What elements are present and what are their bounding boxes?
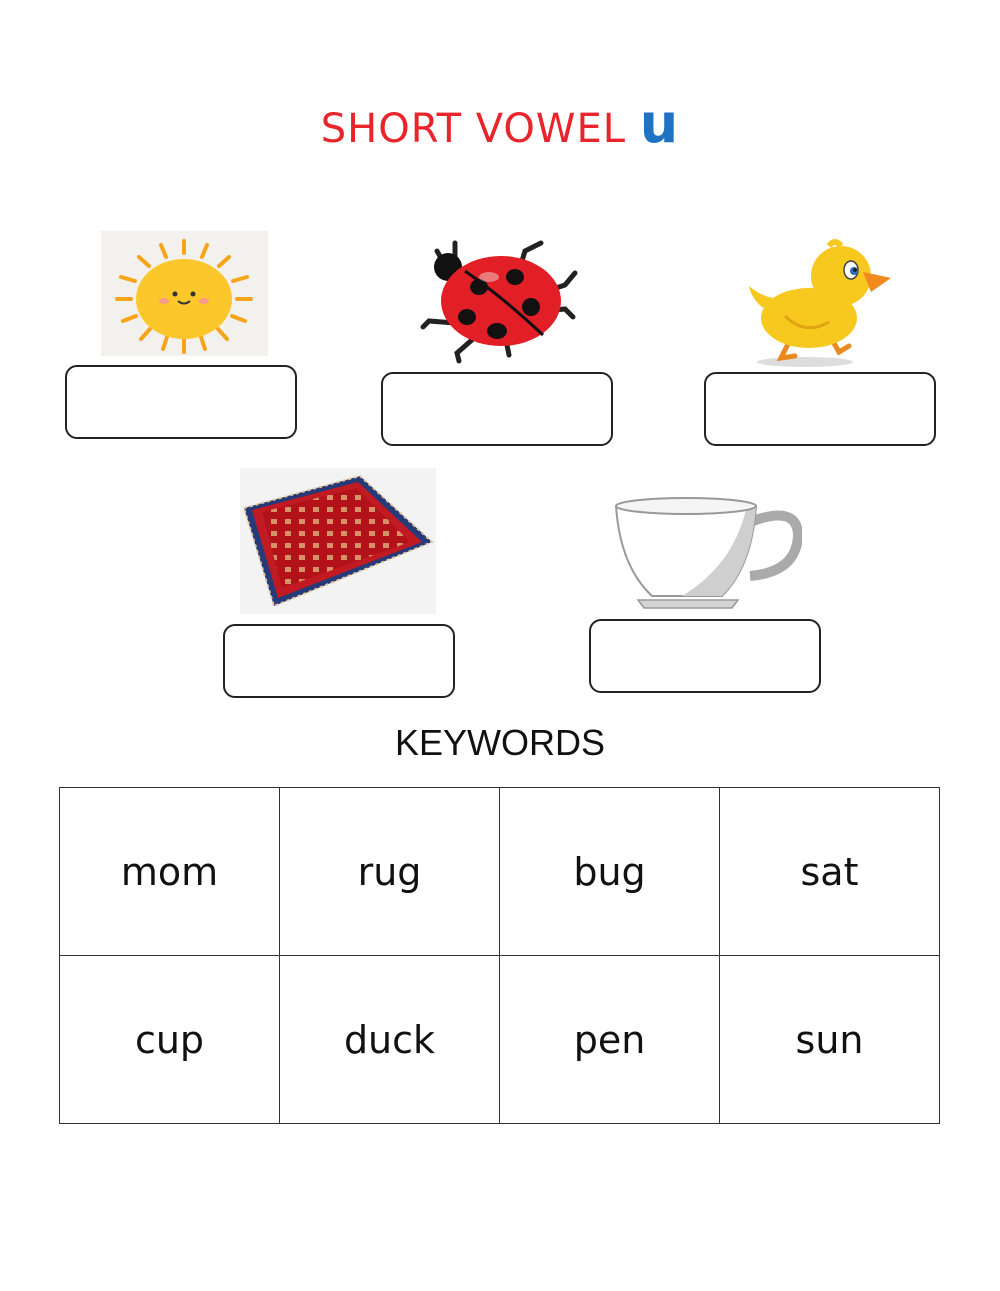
table-row <box>60 788 940 956</box>
answer-box-duckling[interactable] <box>704 372 936 446</box>
keyword-cell[interactable]: sat <box>720 788 940 956</box>
ladybug-icon <box>415 235 581 365</box>
cup-icon <box>612 496 802 614</box>
sun-icon <box>101 231 268 356</box>
answer-box-cup[interactable] <box>589 619 821 693</box>
answer-box-ladybug[interactable] <box>381 372 613 446</box>
title-main-text: SHORT VOWEL <box>320 106 627 152</box>
answer-box-rug[interactable] <box>223 624 455 698</box>
answer-box-sun[interactable] <box>65 365 297 439</box>
keyword-cell[interactable]: bug <box>500 788 720 956</box>
table-row <box>60 956 940 1124</box>
keyword-cell[interactable]: duck <box>280 956 500 1124</box>
keyword-cell[interactable]: mom <box>60 788 280 956</box>
rug-icon <box>240 468 436 614</box>
title-vowel-text: u <box>639 92 680 155</box>
keywords-table <box>59 787 940 1124</box>
keyword-cell[interactable]: rug <box>280 788 500 956</box>
keyword-cell[interactable]: sun <box>720 956 940 1124</box>
keywords-heading: KEYWORDS <box>394 722 606 763</box>
keyword-cell[interactable]: cup <box>60 956 280 1124</box>
duckling-icon <box>745 238 893 368</box>
page-title <box>0 92 1000 155</box>
keyword-cell[interactable]: pen <box>500 956 720 1124</box>
